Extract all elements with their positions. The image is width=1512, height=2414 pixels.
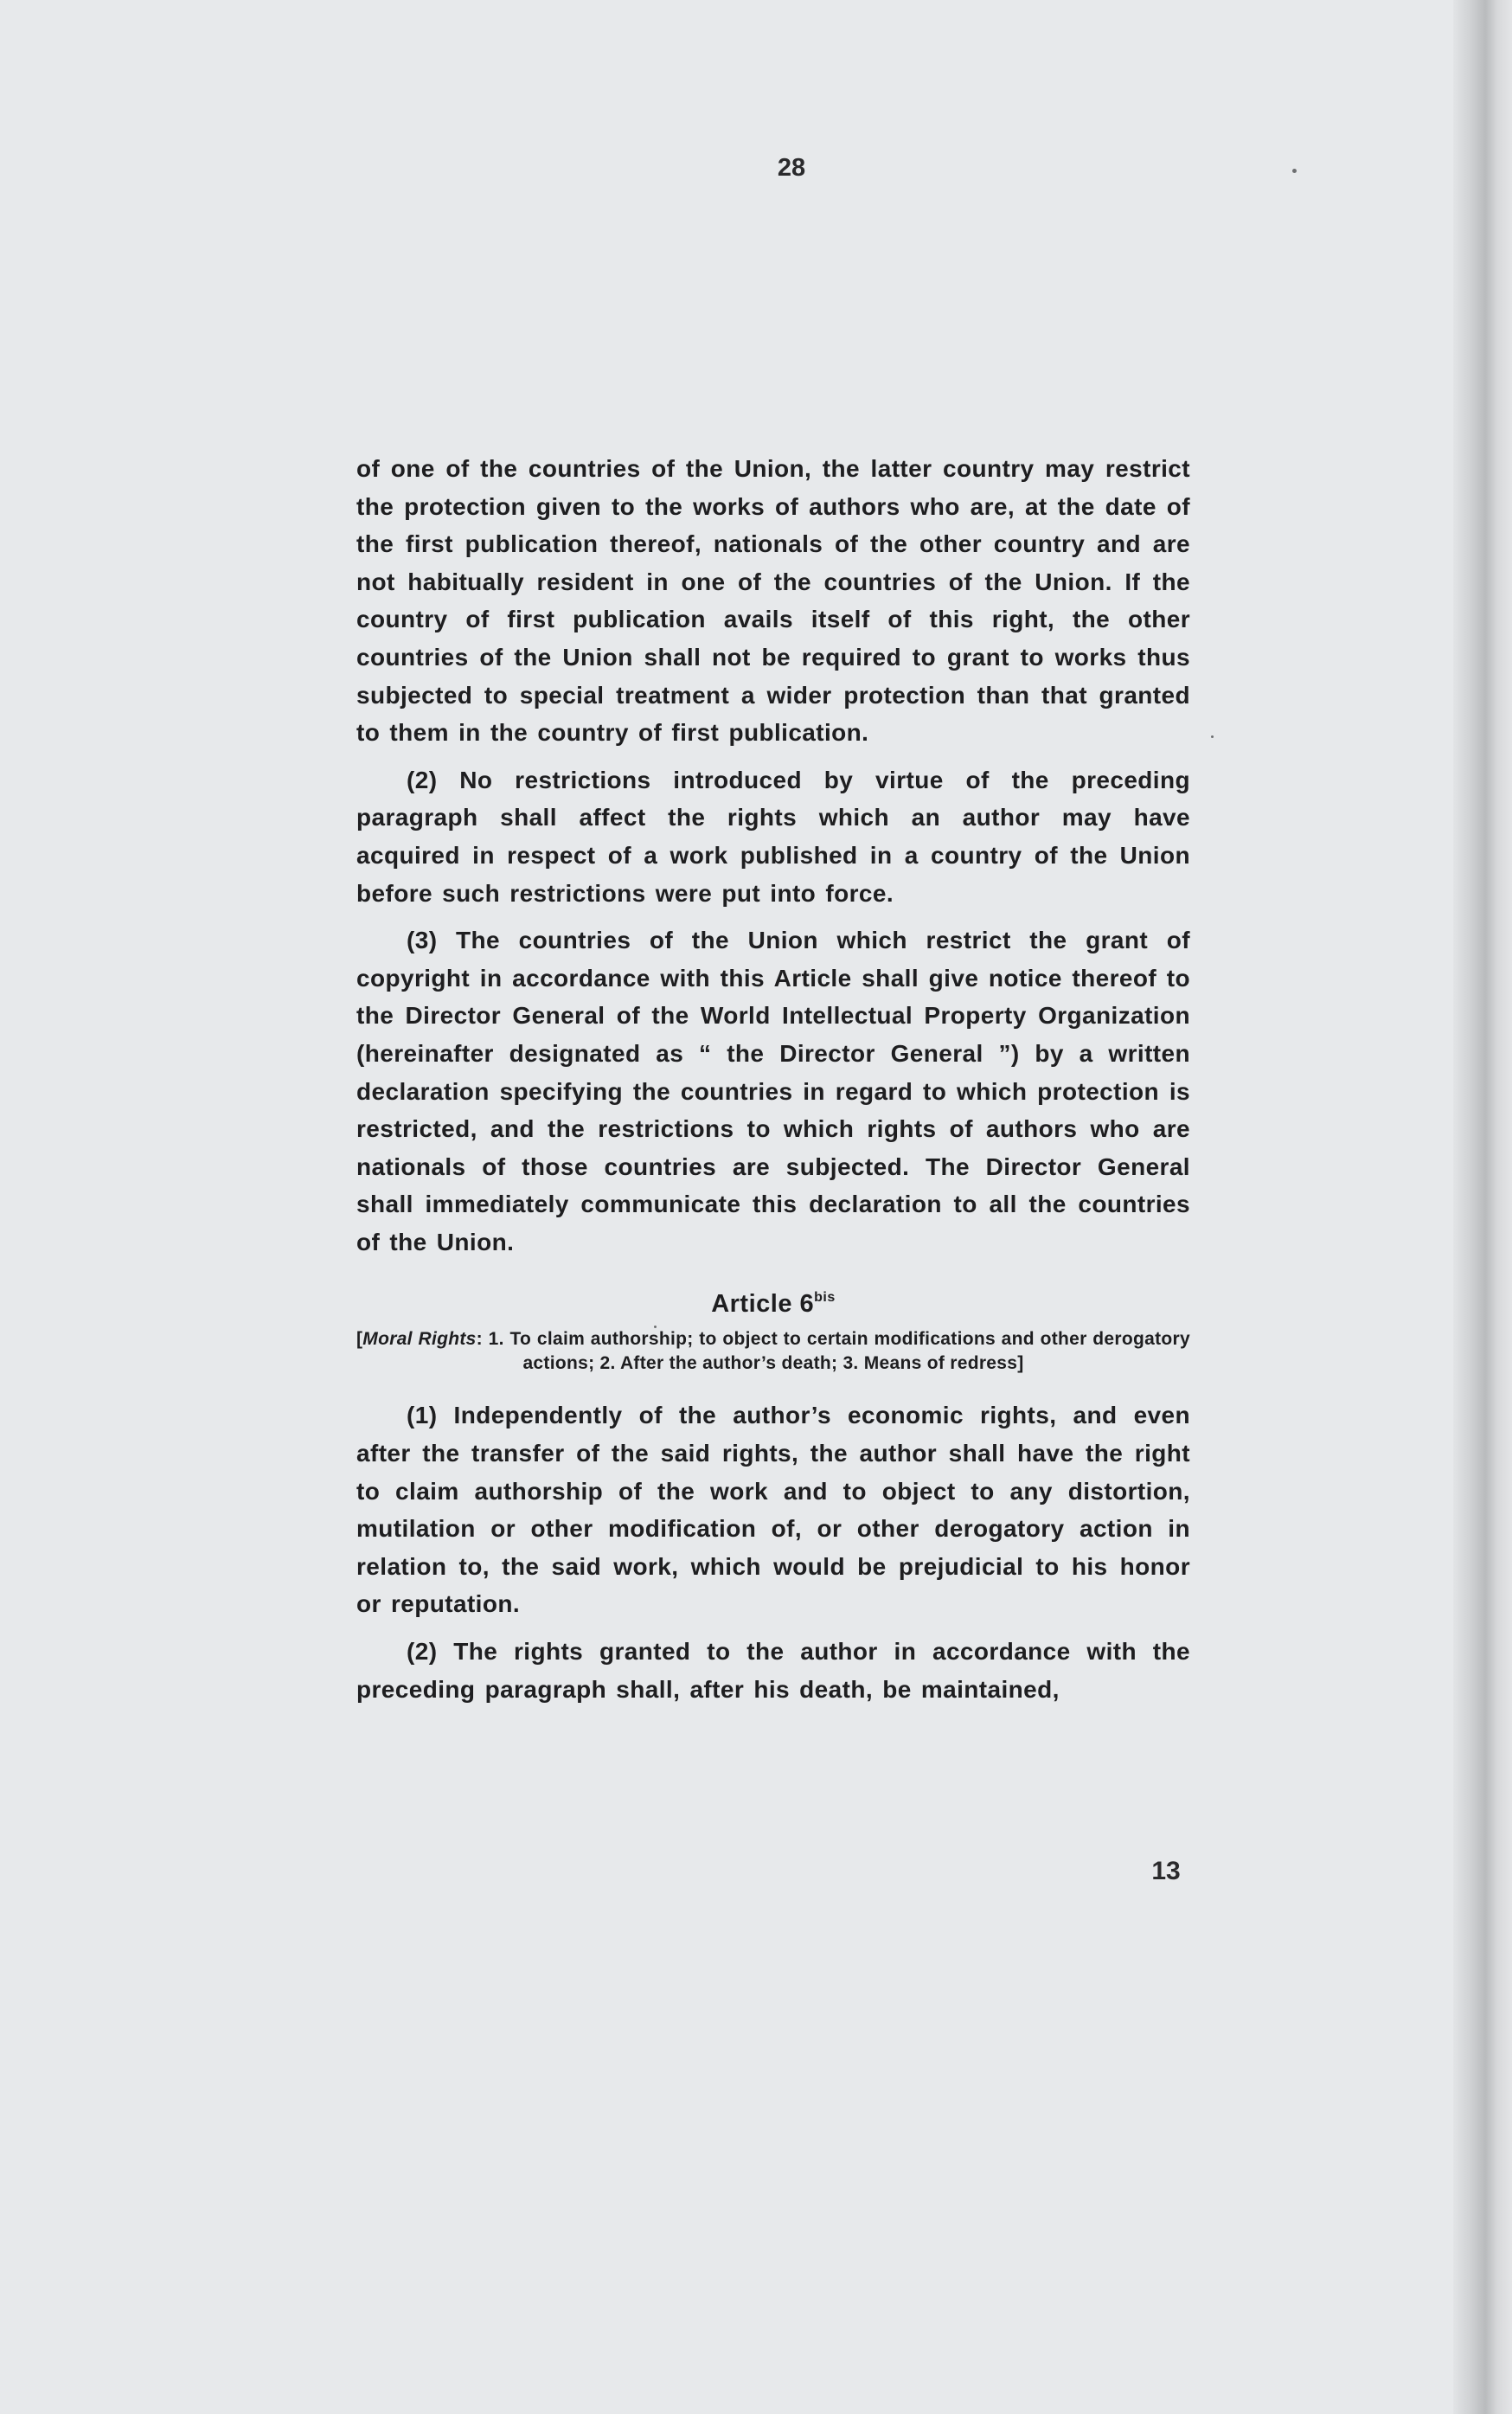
article-title: Article 6: [711, 1290, 815, 1319]
note-text: : 1. To claim authorship; to object to certain modifications and other derogatory actions; 2. After the author’s death; 3. Means of redress]: [476, 1329, 1190, 1374]
text-column: [356, 450, 1190, 1717]
article-heading: [356, 1290, 1190, 1319]
folio-number: 13: [1151, 1857, 1181, 1885]
article-summary-note: [356, 1327, 1190, 1376]
speck-mark: [654, 1326, 657, 1328]
paragraph-2: (2) No restrictions introduced by virtue of the preceding paragraph shall affect the rights which an author may have acquired in respect of a work published in a country of the Union before such restrictions were put into force.: [356, 766, 1190, 907]
note-open-bracket: [: [356, 1329, 363, 1350]
page-edge-shadow: [1453, 0, 1512, 2414]
speck-mark: [1211, 735, 1214, 738]
article-title-superscript: bis: [814, 1290, 836, 1306]
paragraph-continuation: of one of the countries of the Union, the latter country may restrict the protection given to the works of authors who are, at the date of the first publication thereof, nationals of the other country and are not habitually resident in one of the countries of the Union. If the country of first publication avails itself of this right, the other countries of the Union shall not be required to grant to works thus subjected to special treatment a wider protection than that granted to them in the country of first publication.: [356, 455, 1190, 747]
speck-mark: [1292, 169, 1297, 173]
article-paragraph-1: (1) Independently of the author’s economic rights, and even after the transfer of the said rights, the author shall have the right to claim authorship of the work and to object to any distortion, mutilation or other modification of, or other derogatory action in relation to, the said work, which would be prejudicial to his honor or reputation.: [356, 1402, 1190, 1618]
article-paragraph-2: (2) The rights granted to the author in accordance with the preceding paragraph shall, after his death, be maintained,: [356, 1638, 1190, 1703]
paragraph-3: (3) The countries of the Union which restrict the grant of copyright in accordance with this Article shall give notice thereof to the Director General of the World Intellectual Property Organization (hereinafter designated as “ the Director General ”) by a written declaration specifying the countries in regard to which protection is restricted, and the restrictions to which rights of authors who are nationals of those countries are subjected. The Director General shall immediately communicate this declaration to all the countries of the Union.: [356, 927, 1190, 1255]
page-number: 28: [777, 154, 806, 182]
note-label: Moral Rights: [362, 1329, 477, 1350]
